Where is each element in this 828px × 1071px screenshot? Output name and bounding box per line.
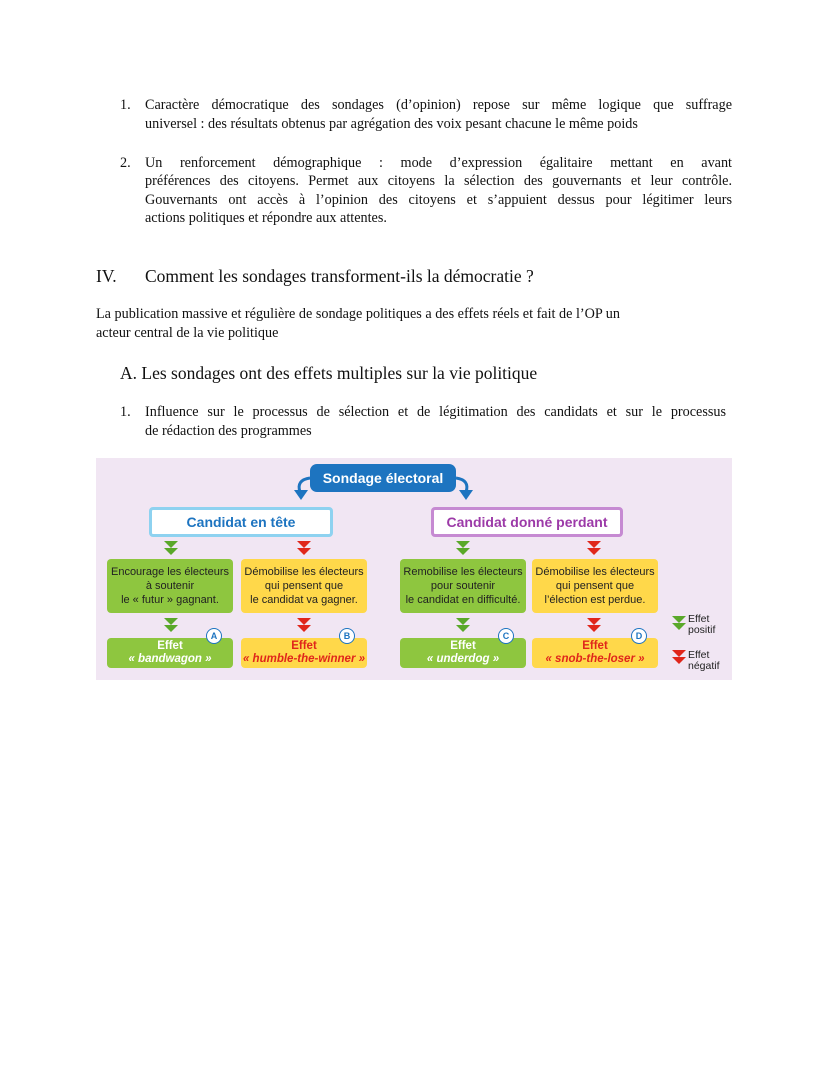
list-item-line: Un renforcement démographique : mode d’expression égalitaire mettant en avant xyxy=(145,155,732,171)
paragraph-line: acteur central de la vie politique xyxy=(96,325,279,341)
section-number: IV. xyxy=(96,266,117,286)
arrow-icon xyxy=(294,490,308,500)
red-chevron-icon xyxy=(297,618,311,632)
losing-candidate-box: Candidat donné perdant xyxy=(431,507,623,537)
description-box: Encourage les électeurs à soutenir le « futur » gagnant. xyxy=(107,559,233,613)
red-chevron-icon xyxy=(297,541,311,555)
badge-b: B xyxy=(339,628,355,644)
list-item-line: Caractère démocratique des sondages (d’opinion) repose sur même logique que suffrage xyxy=(145,97,732,113)
description-box: Remobilise les électeurs pour soutenir le candidat en difficulté. xyxy=(400,559,526,613)
legend-negative: Effet négatif xyxy=(688,649,720,672)
description-box: Démobilise les électeurs qui pensent que le candidat va gagner. xyxy=(241,559,367,613)
poll-title-box: Sondage électoral xyxy=(310,464,456,492)
leading-candidate-box: Candidat en tête xyxy=(149,507,333,537)
badge-d: D xyxy=(631,628,647,644)
list-number: 2. xyxy=(120,155,131,171)
red-chevron-icon xyxy=(587,541,601,555)
electoral-poll-diagram xyxy=(96,458,732,680)
legend-negative-icon xyxy=(672,650,686,664)
effect-box-snob-the-loser: Effet « snob-the-loser » xyxy=(532,638,658,668)
list-number: 1. xyxy=(120,404,131,420)
effect-box-underdog: Effet « underdog » xyxy=(400,638,526,668)
green-chevron-icon xyxy=(456,541,470,555)
paragraph-line: La publication massive et régulière de sondage politiques a des effets réels et fait de l’OP un xyxy=(96,306,620,322)
badge-a: A xyxy=(206,628,222,644)
subsection-title: A. Les sondages ont des effets multiples sur la vie politique xyxy=(120,363,538,383)
list-number: 1. xyxy=(120,97,131,113)
effect-box-humble-the-winner: Effet « humble-the-winner » xyxy=(241,638,367,668)
green-chevron-icon xyxy=(164,541,178,555)
list-item-line: universel : des résultats obtenus par agrégation des voix pesant chacune le même poids xyxy=(145,116,638,132)
arrow-icon xyxy=(459,490,473,500)
list-item-line: actions politiques et répondre aux attentes. xyxy=(145,210,387,226)
legend-positive-icon xyxy=(672,616,686,630)
section-title: Comment les sondages transforment-ils la démocratie ? xyxy=(145,266,534,286)
list-item-line: Gouvernants ont accès à l’opinion des citoyens et s’appuient dessus pour légitimer leurs xyxy=(145,192,732,208)
list-item-line: Influence sur le processus de sélection et de légitimation des candidats et sur le processus xyxy=(145,404,726,420)
list-item-line: préférences des citoyens. Permet aux citoyens la sélection des gouvernants et leur contrôle. xyxy=(145,173,732,189)
green-chevron-icon xyxy=(456,618,470,632)
description-box: Démobilise les électeurs qui pensent que l’élection est perdue. xyxy=(532,559,658,613)
effect-box-bandwagon: Effet « bandwagon » xyxy=(107,638,233,668)
legend-positive: Effet positif xyxy=(688,613,716,636)
green-chevron-icon xyxy=(164,618,178,632)
red-chevron-icon xyxy=(587,618,601,632)
badge-c: C xyxy=(498,628,514,644)
list-item-line: de rédaction des programmes xyxy=(145,423,312,439)
